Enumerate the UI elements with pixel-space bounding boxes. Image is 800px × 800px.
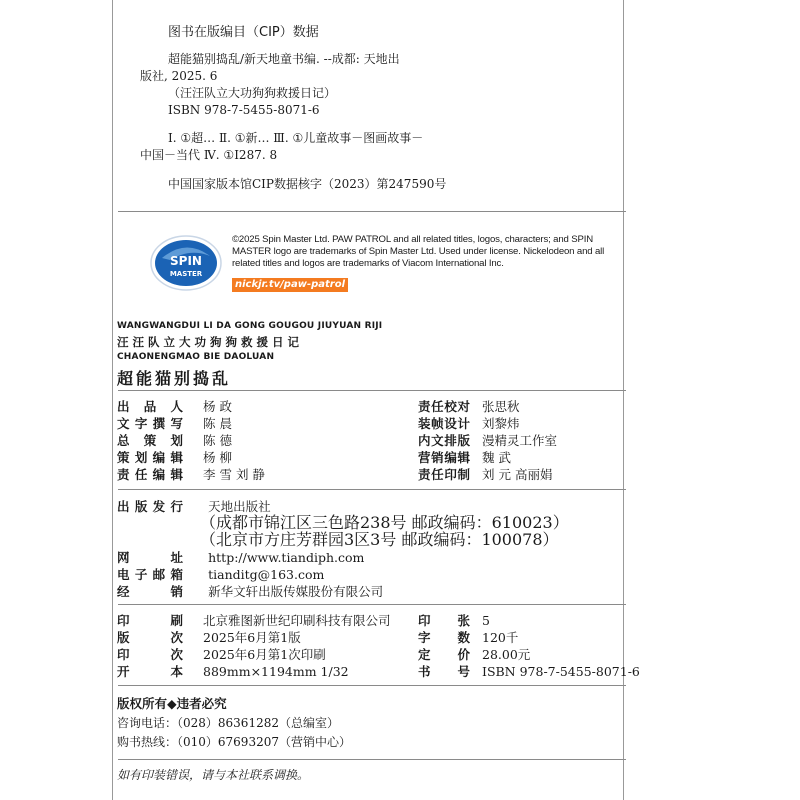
field-label: 责任印制 [418,467,470,482]
rights-notice: 版权所有◆违者必究 [117,696,227,711]
field-value: 120千 [482,630,519,645]
info-row [117,628,301,645]
divider [118,489,626,490]
info-row [117,397,232,414]
field-label: 内文排版 [418,433,470,448]
title-pinyin: CHAONENGMAO BIE DAOLUAN [117,352,275,362]
cip-line: （汪汪队立大功狗狗救援日记） [168,86,337,100]
distributor-name: 新华文轩出版传媒股份有限公司 [208,584,384,599]
field-label: 责任编辑 [117,467,183,482]
info-row [117,645,326,662]
cip-approval: 中国国家版本馆CIP数据核字（2023）第247590号 [168,177,447,191]
field-label: 版 次 [117,630,183,645]
book-title: 超能猫别捣乱 [117,369,232,388]
info-row [418,397,520,414]
field-label: 书 号 [418,664,470,679]
field-value: 刘 元 高丽娟 [482,467,553,482]
publisher-address: （成都市锦江区三色路238号 邮政编码：610023） [200,513,569,532]
info-row [418,431,557,448]
field-label: 出品人 [117,399,183,414]
field-label: 经 销 [117,584,183,599]
publisher-address: （北京市方庄芳群园3区3号 邮政编码：100078） [200,530,559,549]
spin-master-logo [150,234,222,292]
field-value: 北京雅图新世纪印刷科技有限公司 [203,613,391,628]
cip-heading: 图书在版编目（CIP）数据 [168,25,319,40]
distributor-row [117,582,383,599]
cip-line: Ⅰ. ①超… Ⅱ. ①新… Ⅲ. ①儿童故事－图画故事－ [168,131,424,145]
info-row [117,662,349,679]
field-value: 刘黎炜 [482,416,520,431]
info-row [418,645,530,662]
info-row [418,628,518,645]
field-value: 魏 武 [482,450,511,465]
svg-text:MASTER: MASTER [169,270,203,278]
info-row [418,465,552,482]
cip-line: 版社, 2025. 6 [140,69,218,83]
series-title: 汪汪队立大功狗狗救援日记 [117,335,303,349]
field-value: 2025年6月第1版 [203,630,301,645]
field-value: 杨 政 [203,399,232,414]
field-value: 张思秋 [482,399,520,414]
field-label: 出版发行 [117,499,183,514]
field-value: 漫精灵工作室 [482,433,558,448]
publisher-row [117,497,271,514]
nickjr-url-badge[interactable]: nickjr.tv/paw-patrol [232,278,348,292]
web-row [117,548,364,565]
field-label: 印 张 [418,613,470,628]
field-label: 总策划 [117,433,183,448]
info-row [117,611,391,628]
website-link[interactable]: http://www.tiandiph.com [208,550,365,565]
field-value: 2025年6月第1次印刷 [203,647,326,662]
field-label: 字 数 [418,630,470,645]
email-row [117,565,324,582]
field-label: 印 次 [117,647,183,662]
field-label: 开 本 [117,664,183,679]
divider [118,390,626,391]
cip-line: ISBN 978-7-5455-8071-6 [168,103,320,117]
info-row [418,611,490,628]
publisher-name: 天地出版社 [208,499,271,514]
divider [118,211,626,212]
field-value: ISBN 978-7-5455-8071-6 [482,664,640,679]
field-label: 责任校对 [418,399,470,414]
field-label: 文字撰写 [117,416,183,431]
cip-line: 超能猫别捣乱/新天地童书编. --成都: 天地出 [168,52,400,66]
field-label: 电子邮箱 [117,567,183,582]
cip-line: 中国－当代 Ⅳ. ①I287. 8 [140,148,278,162]
info-row [418,414,520,431]
field-value: 5 [482,613,490,628]
divider [118,685,626,686]
field-value: 李 雪 刘 静 [203,467,265,482]
field-label: 装帧设计 [418,416,470,431]
info-row [117,448,232,465]
contact-phone: 咨询电话：（028）86361282（总编室） [117,716,339,730]
info-row [418,662,640,679]
field-label: 网 址 [117,550,183,565]
field-value: 28.00元 [482,647,531,662]
info-row [117,414,232,431]
copyright-notice: ©2025 Spin Master Ltd. PAW PATROL and all related titles, logos, characters; and SPIN MASTER logo are trademarks of Spin Master Ltd. Used under license. Nickelodeon and all related titles and logos are trademarks of Viacom International Inc. [232,234,605,269]
info-row [117,431,232,448]
field-label: 营销编辑 [418,450,470,465]
field-value: 889mm×1194mm 1/32 [203,664,349,679]
field-label: 定 价 [418,647,470,662]
divider [118,604,626,605]
field-label: 印 刷 [117,613,183,628]
info-row [418,448,511,465]
footer-note: 如有印装错误，请与本社联系调换。 [117,768,310,782]
email-link[interactable]: tianditg@163.com [208,567,325,582]
info-row [117,465,265,482]
series-pinyin: WANGWANGDUI LI DA GONG GOUGOU JIUYUAN RIJI [117,321,383,331]
sales-phone: 购书热线：（010）67693207（营销中心） [117,735,351,749]
divider [118,759,626,760]
svg-text:SPIN: SPIN [170,254,202,268]
field-value: 陈 晨 [203,416,232,431]
field-label: 策划编辑 [117,450,183,465]
field-value: 陈 德 [203,433,232,448]
field-value: 杨 柳 [203,450,232,465]
